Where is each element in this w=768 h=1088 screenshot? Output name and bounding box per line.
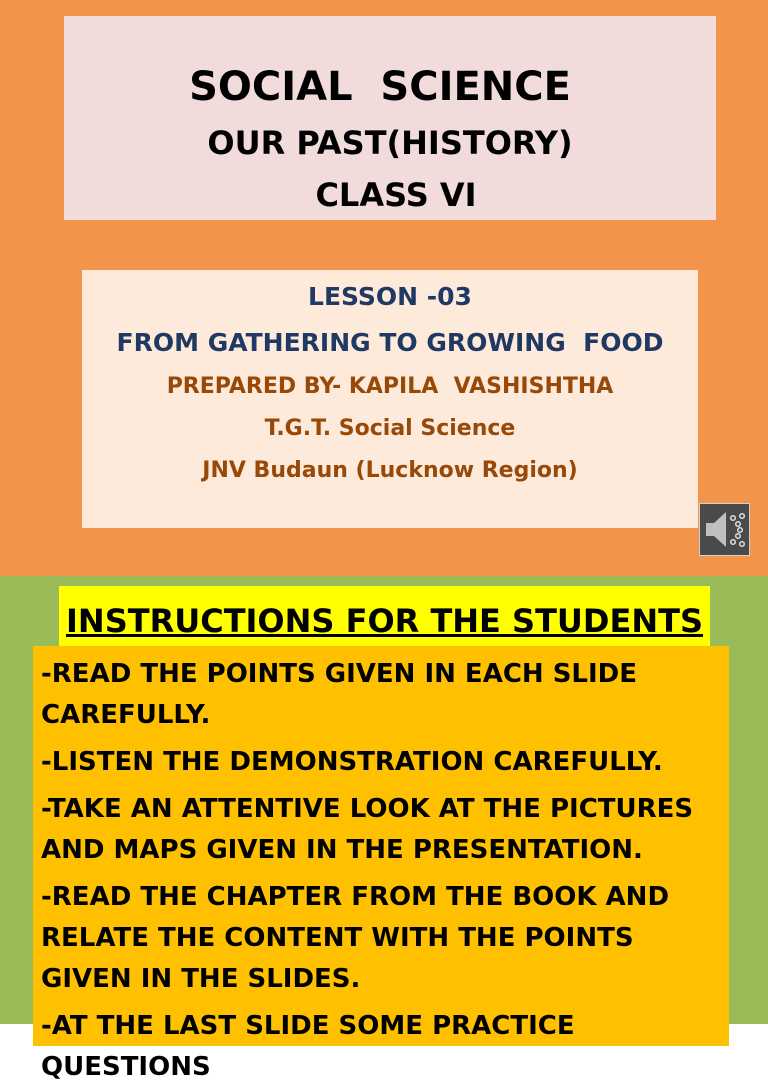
instruction-item: -TAKE AN ATTENTIVE LOOK AT THE PICTURES AND MAPS GIVEN IN THE PRESENTATION. — [41, 794, 694, 865]
school-name: JNV Budaun (Lucknow Region) — [202, 458, 578, 483]
instruction-item: -READ THE POINTS GIVEN IN EACH SLIDE CAREFULLY. — [41, 659, 638, 730]
instruction-item: -LISTEN THE DEMONSTRATION CAREFULLY. — [41, 747, 663, 777]
speaker-icon[interactable] — [699, 503, 750, 556]
instructions-heading: INSTRUCTIONS FOR THE STUDENTS — [66, 602, 703, 640]
instructions-heading-box — [59, 586, 710, 648]
lesson-box — [82, 270, 698, 528]
instruction-item: -READ THE CHAPTER FROM THE BOOK AND RELATE THE CONTENT WITH THE POINTS GIVEN IN THE SLIDES. — [41, 882, 670, 994]
prepared-by: PREPARED BY- KAPILA VASHISHTHA — [166, 374, 614, 399]
slide-2 — [0, 576, 768, 1082]
instruction-item: -AT THE LAST SLIDE SOME PRACTICE QUESTIONS — [41, 1011, 575, 1082]
slide-title: SOCIAL SCIENCE — [189, 64, 571, 110]
lesson-title: FROM GATHERING TO GROWING FOOD — [116, 328, 664, 357]
slide-subtitle: OUR PAST(HISTORY) — [207, 124, 573, 162]
instructions-list — [33, 646, 729, 1082]
designation: T.G.T. Social Science — [264, 416, 516, 441]
title-box — [64, 16, 716, 220]
class-label: CLASS VI — [315, 176, 477, 214]
lesson-number: LESSON -03 — [308, 282, 472, 311]
